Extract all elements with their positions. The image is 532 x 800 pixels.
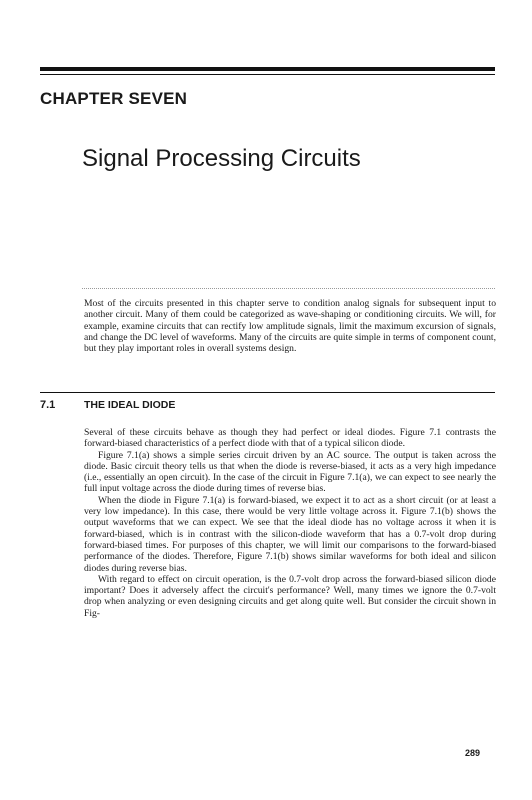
section-rule bbox=[40, 392, 495, 393]
intro-divider bbox=[82, 288, 495, 289]
chapter-rule-thin bbox=[40, 74, 495, 75]
section-number: 7.1 bbox=[40, 399, 56, 411]
page-number: 289 bbox=[465, 748, 481, 758]
section-title: THE IDEAL DIODE bbox=[84, 399, 176, 411]
body-paragraph-4: With regard to effect on circuit operation, is the 0.7-volt drop across the forward-biased silicon diode important? Does it adversely affect the circuit's performance? Well, many times we ignore the 0.7-volt drop when analyzing or even designing circuits and get along quite well. But consider the circuit shown in Fig- bbox=[84, 573, 496, 619]
chapter-rule-thick bbox=[40, 67, 495, 71]
section-body bbox=[84, 427, 496, 619]
body-paragraph-2: Figure 7.1(a) shows a simple series circuit driven by an AC source. The output is taken across the diode. Basic circuit theory tells us that when the diode is reverse-biased, it acts as a very high impedance (i.e., essentially an open circuit). In the case of the circuit in Figure 7.1(a), we can expect to see nearly the full input voltage across the diode during times of reverse bias. bbox=[84, 449, 496, 495]
body-paragraph-1: Several of these circuits behave as though they had perfect or ideal diodes. Figure 7.1 contrasts the forward-biased characteristics of a perfect diode with that of a typical silicon diode. bbox=[84, 427, 496, 450]
chapter-title: Signal Processing Circuits bbox=[82, 145, 361, 172]
body-paragraph-3: When the diode in Figure 7.1(a) is forward-biased, we expect it to act as a short circuit (or at least a very low impedance). In this case, there would be very little voltage across it. Figure 7.1(b) shows the output waveforms that we can expect. We see that the ideal diode has no voltage across it when it is forward-biased, which is in contrast with the silicon-diode waveform that has a 0.7-volt drop during forward-biased times. For purposes of this chapter, we will limit our comparisons to the forward-biased performance of the diodes. Therefore, Figure 7.1(b) shows similar waveforms for both ideal and silicon diodes during reverse bias. bbox=[84, 494, 496, 574]
chapter-label: CHAPTER SEVEN bbox=[40, 89, 188, 108]
intro-paragraph: Most of the circuits presented in this chapter serve to condition analog signals for subsequent input to another circuit. Many of them could be categorized as wave-shaping or conditioning circuits. We will, for example, examine circuits that can rectify low amplitude signals, limit the maximum excursion of signals, and change the DC level of waveforms. Many of the circuits are quite simple in terms of component count, but they play important roles in overall systems design. bbox=[84, 298, 496, 355]
